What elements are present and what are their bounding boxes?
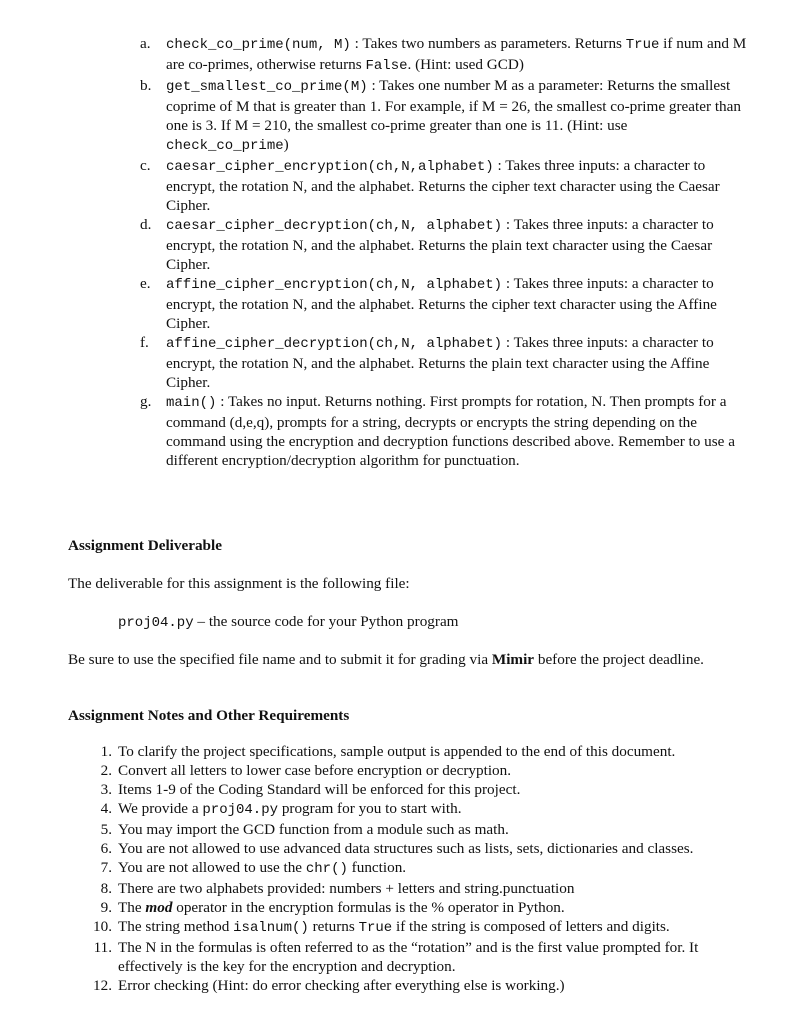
note-number: 4. (100, 800, 112, 817)
note-number: 6. (100, 840, 112, 857)
note-text: function. (347, 859, 407, 876)
item-letter: f. (140, 334, 149, 351)
mod-italic: mod (145, 899, 173, 916)
function-description: : Takes one number M as a parameter: Returns the smallest coprime of M that is greater than 1. For example, if M = 26, the smallest co-prime greater than one is 3. If M = 210, the smallest co-prime greater than one is 11. (Hint: use (166, 77, 741, 134)
function-signature: affine_cipher_decryption(ch,N, alphabet) (166, 336, 503, 352)
code-literal: True (358, 920, 393, 936)
note-number: 8. (100, 880, 112, 897)
submission-note (68, 650, 708, 669)
file-name: proj04.py (118, 615, 194, 631)
note-item (90, 761, 750, 780)
function-item (140, 34, 750, 76)
note-number: 2. (100, 762, 112, 779)
function-description: . (Hint: used GCD) (407, 56, 524, 73)
note-number: 3. (100, 781, 112, 798)
notes-heading: Assignment Notes and Other Requirements (68, 707, 350, 724)
note-text: To clarify the project specifications, sample output is appended to the end of this document. (118, 743, 676, 760)
function-signature: caesar_cipher_decryption(ch,N, alphabet) (166, 218, 503, 234)
function-signature: get_smallest_co_prime(M) (166, 79, 368, 95)
note-number: 7. (100, 859, 112, 876)
note-number: 1. (100, 743, 112, 760)
function-description: ) (283, 136, 289, 153)
function-description: : Takes three inputs: a character to encrypt, the rotation N, and the alphabet. Returns the plain text character using the Affine Cipher. (166, 334, 714, 391)
code-literal: True (625, 37, 660, 53)
note-item (90, 780, 750, 799)
function-item (140, 333, 750, 392)
item-letter: g. (140, 393, 152, 410)
note-item (90, 938, 750, 976)
note-text: Convert all letters to lower case before encryption or decryption. (118, 762, 512, 779)
function-item (140, 76, 750, 156)
deliverable-file-line (118, 612, 459, 633)
note-number: 11. (93, 939, 112, 956)
note-text: We provide a (118, 800, 203, 817)
function-signature: main() (166, 395, 217, 411)
function-item (140, 392, 750, 470)
note-text: There are two alphabets provided: numbers + letters and string.punctuation (118, 880, 575, 897)
note-item (90, 879, 750, 898)
note-text: program for you to start with. (278, 800, 462, 817)
function-description: : Takes two numbers as parameters. Returns (350, 35, 626, 52)
function-description: : Takes three inputs: a character to encrypt, the rotation N, and the alphabet. Returns the plain text character using the Caesar Cipher. (166, 216, 714, 273)
item-letter: a. (140, 35, 151, 52)
file-description: – the source code for your Python program (193, 613, 459, 630)
function-item (140, 156, 750, 215)
function-signature: caesar_cipher_encryption(ch,N,alphabet) (166, 159, 494, 175)
item-letter: e. (140, 275, 151, 292)
deliverable-heading: Assignment Deliverable (68, 537, 222, 554)
mimir-label: Mimir (491, 651, 535, 668)
note-number: 12. (93, 977, 112, 994)
note-text: Error checking (Hint: do error checking after everything else is working.) (118, 977, 565, 994)
submission-text: before the project deadline. (534, 651, 704, 668)
function-item (140, 274, 750, 333)
note-item (90, 742, 750, 761)
note-item (90, 976, 750, 995)
function-signature: check_co_prime(num, M) (166, 37, 351, 53)
note-text: You are not allowed to use advanced data structures such as lists, sets, dictionaries and classes. (118, 840, 694, 857)
note-text: You may import the GCD function from a module such as math. (118, 821, 509, 838)
code-literal: check_co_prime (166, 138, 284, 154)
function-description: : Takes no input. Returns nothing. First prompts for rotation, N. Then prompts for a command (d,e,q), prompts for a string, decrypts or encrypts the string depending on the command using the encryption and decryption functions described above. Remember to use a different encryption/decryption algorithm for punctuation. (166, 393, 735, 469)
note-item (90, 858, 750, 879)
deliverable-intro: The deliverable for this assignment is the following file: (68, 575, 410, 592)
submission-text: Be sure to use the specified file name and to submit it for grading via (68, 651, 492, 668)
note-item (90, 898, 750, 917)
note-text: You are not allowed to use the (118, 859, 306, 876)
item-letter: c. (140, 157, 151, 174)
function-description: if num and M are co-primes, otherwise returns (166, 35, 747, 73)
note-text: if the string is composed of letters and digits. (392, 918, 670, 935)
function-signature: affine_cipher_encryption(ch,N, alphabet) (166, 277, 503, 293)
note-item (90, 799, 750, 820)
note-item (90, 917, 750, 938)
note-text: Items 1-9 of the Coding Standard will be enforced for this project. (118, 781, 521, 798)
note-text: returns (308, 918, 359, 935)
note-text: operator in the encryption formulas is the % operator in Python. (172, 899, 565, 916)
note-text: The (118, 899, 146, 916)
function-description: : Takes three inputs: a character to encrypt, the rotation N, and the alphabet. Returns the cipher text character using the Caesar Cipher. (166, 157, 720, 214)
note-item (90, 820, 750, 839)
code-literal: proj04.py (202, 802, 279, 818)
function-list (140, 34, 750, 470)
note-number: 5. (100, 821, 112, 838)
note-number: 10. (93, 918, 112, 935)
item-letter: b. (140, 77, 152, 94)
code-literal: chr() (305, 861, 348, 877)
function-description: : Takes three inputs: a character to encrypt, the rotation N, and the alphabet. Returns the cipher text character using the Affine Cipher. (166, 275, 717, 332)
notes-list (90, 742, 750, 995)
note-text: The string method (118, 918, 234, 935)
note-item (90, 839, 750, 858)
note-text: The N in the formulas is often referred to as the “rotation” and is the first value prompted for. It effectively is the key for the encryption and decryption. (118, 939, 699, 975)
function-item (140, 215, 750, 274)
code-literal: False (365, 58, 408, 74)
code-literal: isalnum() (233, 920, 309, 936)
item-letter: d. (140, 216, 152, 233)
note-number: 9. (100, 899, 112, 916)
